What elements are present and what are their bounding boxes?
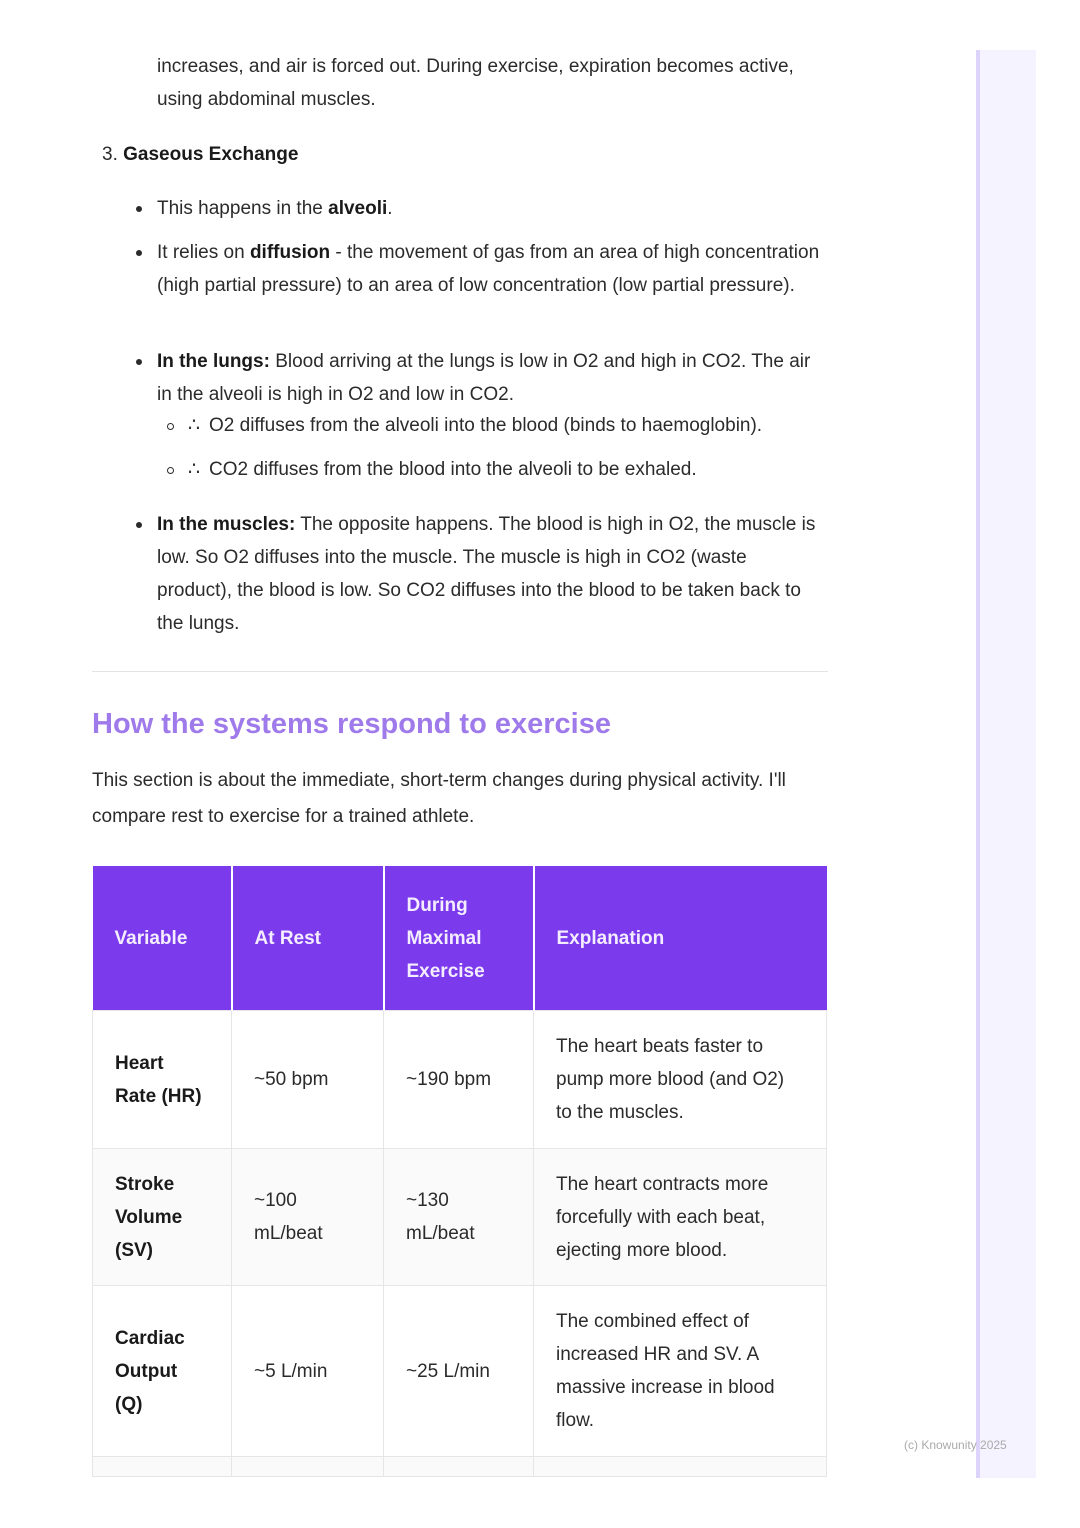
- therefore-symbol: ∴: [188, 459, 201, 480]
- numbered-item-gaseous-exchange: [102, 140, 298, 170]
- continued-paragraph: increases, and air is forced out. During exercise, expiration becomes active, using abdominal muscles.: [157, 56, 794, 110]
- table-row: [93, 1011, 827, 1149]
- cell-explanation: The heart contracts more forcefully with each beat, ejecting more blood.: [534, 1149, 827, 1286]
- cell-variable: Cardiac Output (Q): [93, 1286, 232, 1457]
- bullet-diffusion: It relies on diffusion - the movement of gas from an area of high concentration (high partial pressure) to an area of low concentration (low partial pressure).: [157, 236, 823, 302]
- section-intro: This section is about the immediate, short-term changes during physical activity. I'll compare rest to exercise for a trained athlete.: [92, 770, 786, 827]
- cell-variable: Stroke Volume (SV): [93, 1149, 232, 1286]
- table-row: [93, 1286, 827, 1457]
- table-row-partial: [93, 1457, 827, 1477]
- cell-rest: ~5 L/min: [232, 1286, 384, 1457]
- column-header-during-exercise: During Maximal Exercise: [384, 866, 534, 1011]
- cell-exercise: ~25 L/min: [384, 1286, 534, 1457]
- column-header-explanation: Explanation: [534, 866, 827, 1011]
- cell-rest: ~100 mL/beat: [232, 1149, 384, 1286]
- table-header-row: [93, 866, 827, 1011]
- cell-exercise: ~190 bpm: [384, 1011, 534, 1149]
- cell-explanation: The combined effect of increased HR and SV. A massive increase in blood flow.: [534, 1286, 827, 1457]
- column-header-variable: Variable: [93, 866, 232, 1011]
- item-number: 3.: [102, 144, 118, 165]
- copyright-footer: (c) Knowunity 2025: [904, 1438, 1007, 1452]
- exercise-response-table: [92, 866, 827, 1477]
- cell-exercise: ~130 mL/beat: [384, 1149, 534, 1286]
- bullet-in-the-lungs: In the lungs: Blood arriving at the lungs is low in O2 and high in CO2. The air in the alveoli is high in O2 and low in CO2.: [157, 345, 823, 411]
- column-header-at-rest: At Rest: [232, 866, 384, 1011]
- therefore-symbol: ∴: [188, 415, 201, 436]
- section-heading: How the systems respond to exercise: [92, 708, 611, 740]
- table-row: [93, 1149, 827, 1286]
- bullet-in-the-muscles: In the muscles: The opposite happens. The blood is high in O2, the muscle is low. So O2 diffuses into the muscle. The muscle is high in CO2 (waste product), the blood is low. So CO2 diffuses into the blood to be taken back to the lungs.: [157, 508, 823, 640]
- item-title: Gaseous Exchange: [123, 144, 299, 165]
- cell-explanation: The heart beats faster to pump more blood (and O2) to the muscles.: [534, 1011, 827, 1149]
- section-divider: [92, 671, 828, 672]
- cell-rest: ~50 bpm: [232, 1011, 384, 1149]
- sub-bullet-o2: ∴ O2 diffuses from the alveoli into the blood (binds to haemoglobin).: [209, 411, 829, 441]
- sub-bullet-co2: ∴ CO2 diffuses from the blood into the alveoli to be exhaled.: [209, 455, 829, 485]
- side-margin-bar: [976, 50, 1036, 1478]
- bullet-alveoli: This happens in the alveoli.: [157, 192, 823, 225]
- cell-variable: Heart Rate (HR): [93, 1011, 232, 1149]
